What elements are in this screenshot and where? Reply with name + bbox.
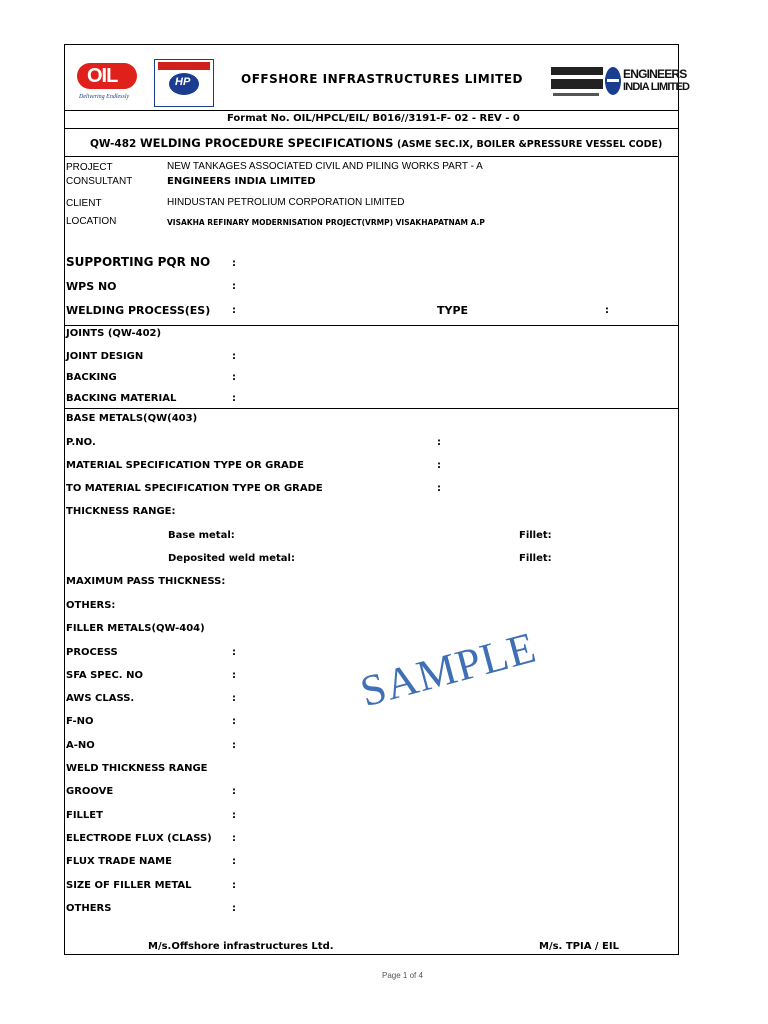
sample-watermark: SAMPLE	[355, 622, 542, 717]
backing-material-label: BACKING MATERIAL	[66, 393, 177, 404]
deposited-weld-label: Deposited weld metal:	[168, 553, 295, 564]
others-base-label: OTHERS:	[66, 600, 116, 611]
fillet-label: FILLET	[66, 810, 103, 821]
deposited-fillet-label: Fillet:	[519, 553, 552, 564]
aws-label: AWS CLASS.	[66, 693, 135, 704]
consultant-label: CONSULTANT	[66, 176, 133, 187]
pno-label: P.NO.	[66, 437, 96, 448]
wps-form: OIL Delivering Endlessly HP OFFSHORE INFRASTRUCTURES LIMITED ENGINEERS INDIA LIMITED Format No. OIL/HPCL/EIL/ B016//3191-F- 02 - REV - 0 QW-482 WELDING PROCEDURE SPECIFICATIONS (ASME SEC.IX, BOILER &PRESSURE VESSEL CODE) PROJECT NEW TANKAGES ASSOCIATED CIVIL AND PILING WORKS PART - A CONSULTANT ENGINEERS INDIA LIMITED CLIENT HINDUSTAN PETROLIUM CORPORATION LIMITED LOCATION VISAKHA REFINARY MODERNISATION PROJECT(VRMP) VISAKHAPATNAM A.P SUPPORTING PQR NO : WPS NO : WELDING PROCESS(ES) : TYPE : JOINTS (QW-402) JOINT DESIGN : BACKING : BACKING MATERIAL : BASE METALS(QW(403) P.NO. : MATERIAL SPECIFICATION TYPE OR GRADE : TO MATERIAL SPECIFICATION TYPE OR GRADE : THICKNESS RANGE: Base metal: Fillet: Deposited weld metal: Fillet: MAXIMUM PASS THICKNESS: OTHERS: FILLER METALS(QW-404) PROCESS : SFA SPEC. NO : AWS CLASS. : F-NO : A-NO : WELD THICKNESS RANGE GROOVE : FILLET : ELECTRODE FLUX (CLASS) : FLUX TRADE NAME : SIZE OF FILLER METAL : OTHERS : M/s.Offshore infrastructures Ltd. M/s. TPIA / EIL	[64, 44, 679, 955]
filler-metals-heading: FILLER METALS(QW-404)	[66, 623, 205, 634]
pqr-colon: :	[232, 258, 236, 269]
filler-size-label: SIZE OF FILLER METAL	[66, 880, 192, 891]
company-name: OFFSHORE INFRASTRUCTURES LIMITED	[241, 72, 523, 86]
to-material-spec-label: TO MATERIAL SPECIFICATION TYPE OR GRADE	[66, 483, 323, 494]
hp-logo: HP	[154, 59, 214, 107]
groove-label: GROOVE	[66, 786, 114, 797]
electrode-flux-label: ELECTRODE FLUX (CLASS)	[66, 833, 212, 844]
wps-label: WPS NO	[66, 280, 117, 293]
material-spec-label: MATERIAL SPECIFICATION TYPE OR GRADE	[66, 460, 304, 471]
base-metal-label: Base metal:	[168, 530, 235, 541]
backing-label: BACKING	[66, 372, 117, 383]
base-fillet-label: Fillet:	[519, 530, 552, 541]
client-value: HINDUSTAN PETROLIUM CORPORATION LIMITED	[167, 197, 405, 208]
consultant-value: ENGINEERS INDIA LIMITED	[167, 176, 316, 187]
pqr-label: SUPPORTING PQR NO	[66, 255, 211, 269]
wps-colon: :	[232, 281, 236, 292]
flux-trade-label: FLUX TRADE NAME	[66, 856, 172, 867]
client-label: CLIENT	[66, 198, 102, 209]
type-colon: :	[605, 305, 609, 316]
form-title: QW-482 WELDING PROCEDURE SPECIFICATIONS (ASME SEC.IX, BOILER &PRESSURE VESSEL CODE)	[90, 136, 663, 150]
signature-contractor: M/s.Offshore infrastructures Ltd.	[148, 941, 334, 952]
ano-label: A-NO	[66, 740, 95, 751]
joint-design-label: JOINT DESIGN	[66, 351, 144, 362]
filler-process-label: PROCESS	[66, 647, 118, 658]
eil-logo: ENGINEERS INDIA LIMITED	[549, 59, 677, 109]
location-value: VISAKHA REFINARY MODERNISATION PROJECT(VRMP) VISAKHAPATNAM A.P	[167, 218, 485, 227]
project-label: PROJECT	[66, 162, 113, 173]
oil-logo: OIL Delivering Endlessly	[75, 63, 145, 105]
weld-thickness-label: WELD THICKNESS RANGE	[66, 763, 208, 774]
process-label: WELDING PROCESS(ES)	[66, 304, 211, 317]
format-number: Format No. OIL/HPCL/EIL/ B016//3191-F- 02 - REV - 0	[227, 113, 520, 124]
max-pass-label: MAXIMUM PASS THICKNESS:	[66, 576, 226, 587]
joints-heading: JOINTS (QW-402)	[66, 328, 162, 339]
thickness-range-label: THICKNESS RANGE:	[66, 506, 176, 517]
type-label: TYPE	[437, 304, 469, 317]
page-number: Page 1 of 4	[382, 971, 423, 980]
others-filler-label: OTHERS	[66, 903, 112, 914]
signature-tpia: M/s. TPIA / EIL	[539, 941, 619, 952]
process-colon: :	[232, 305, 236, 316]
location-label: LOCATION	[66, 216, 117, 227]
fno-label: F-NO	[66, 716, 94, 727]
project-value: NEW TANKAGES ASSOCIATED CIVIL AND PILING WORKS PART - A	[167, 161, 483, 172]
base-metals-heading: BASE METALS(QW(403)	[66, 413, 198, 424]
sfa-label: SFA SPEC. NO	[66, 670, 143, 681]
